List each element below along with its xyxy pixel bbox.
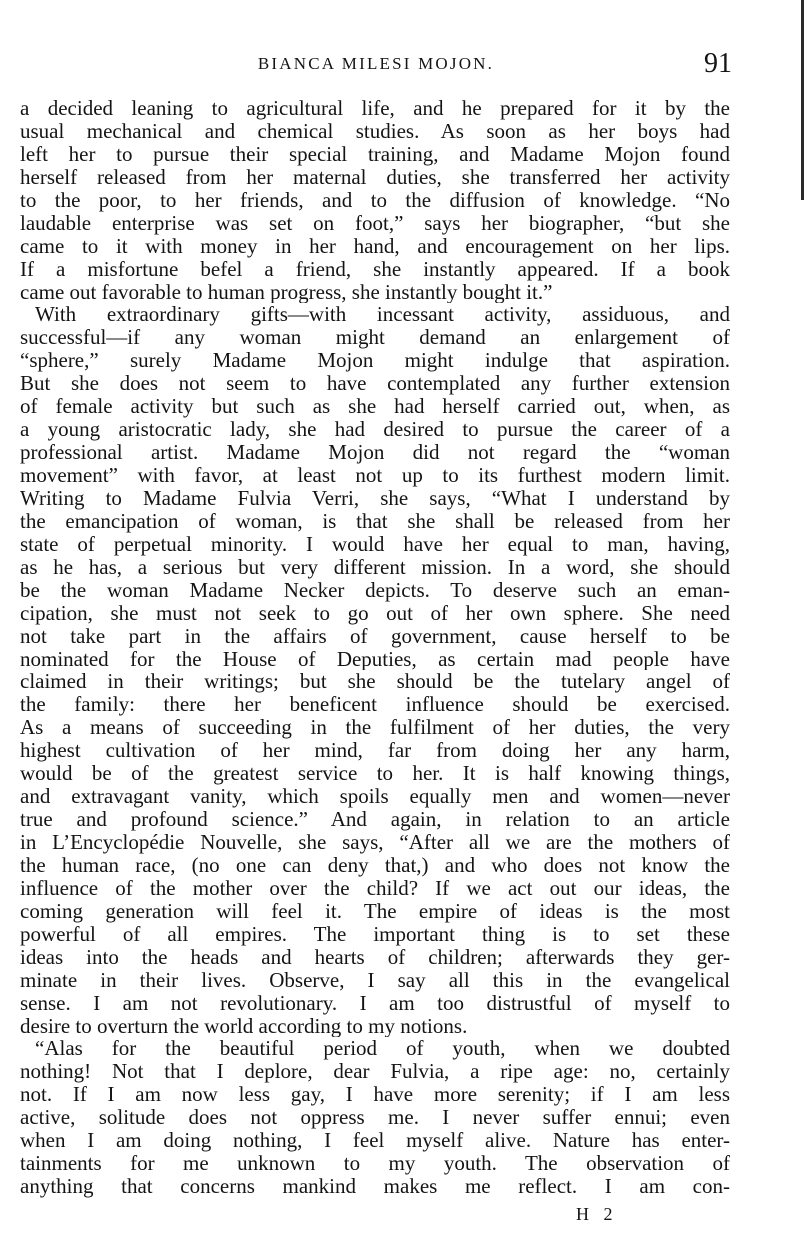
text-line: true and profound science.” And again, in relation to an article: [20, 808, 730, 831]
text-line: not. If I am now less gay, I have more serenity; if I am less: [20, 1083, 730, 1107]
text-line: usual mechanical and chemical studies. As soon as her boys had: [20, 119, 730, 143]
text-line: when I am doing nothing, I feel myself alive. Nature has enter-: [20, 1129, 730, 1153]
text-line: be the woman Madame Necker depicts. To deserve such an eman-: [20, 578, 730, 602]
text-line: minate in their lives. Observe, I say all this in the evangelical: [20, 968, 730, 992]
text-line: Writing to Madame Fulvia Verri, she says, “What I understand by: [20, 486, 730, 510]
text-line: influence of the mother over the child? If we act out our ideas, the: [20, 876, 730, 900]
text-line: the human race, (no one can deny that,) and who does not know the: [20, 853, 730, 877]
text-line: laudable enterprise was set on foot,” says her biographer, “but she: [20, 211, 730, 235]
text-line: As a means of succeeding in the fulfilment of her duties, the very: [20, 716, 730, 740]
text-line: left her to pursue their special training, and Madame Mojon found: [20, 142, 730, 166]
text-line: successful—if any woman might demand an enlargement of: [20, 326, 730, 350]
text-line: to the poor, to her friends, and to the diffusion of knowledge. “No: [20, 188, 730, 212]
text-line: claimed in their writings; but she should be the tutelary angel of: [20, 670, 730, 694]
signature-mark: H 2: [576, 1204, 618, 1224]
text-line: desire to overturn the world according to my notions.: [20, 1014, 468, 1038]
running-head: BIANCA MILESI MOJON.: [257, 54, 495, 73]
text-line: the emancipation of woman, is that she shall be released from her: [20, 509, 730, 533]
text-line: a young aristocratic lady, she had desired to pursue the career of a: [20, 418, 730, 442]
text-line: not take part in the affairs of government, cause herself to be: [20, 624, 730, 648]
text-line: as he has, a serious but very different mission. In a word, she should: [20, 555, 730, 579]
text-line: nominated for the House of Deputies, as certain mad people have: [20, 647, 730, 671]
text-line: coming generation will feel it. The empire of ideas is the most: [20, 899, 730, 923]
text-line: anything that concerns mankind makes me reflect. I am con-: [20, 1175, 730, 1198]
text-line: would be of the greatest service to her. It is half knowing things,: [20, 762, 730, 786]
text-line: and extravagant vanity, which spoils equally men and women—never: [20, 785, 730, 809]
text-line: a decided leaning to agricultural life, and he prepared for it by the: [20, 97, 730, 120]
text-line: active, solitude does not oppress me. I never suffer ennui; even: [20, 1106, 730, 1130]
text-line: cipation, she must not seek to go out of her own sphere. She need: [20, 601, 730, 625]
text-line: nothing! Not that I deplore, dear Fulvia, a ripe age: no, certainly: [20, 1060, 730, 1084]
text-line: herself released from her maternal duties, she transferred her activity: [20, 165, 730, 189]
text-line: If a misfortune befel a friend, she instantly appeared. If a book: [20, 257, 730, 281]
page-header: [20, 48, 732, 84]
text-line: sense. I am not revolutionary. I am too distrustful of myself to: [20, 991, 730, 1015]
page-number: 91: [704, 48, 732, 79]
text-line: With extraordinary gifts—with incessant activity, assiduous, and: [35, 303, 730, 327]
text-line: came out favorable to human progress, she instantly bought it.”: [20, 280, 553, 304]
text-line: the family: there her beneficent influence should be exercised.: [20, 693, 730, 717]
text-line: in L’Encyclopédie Nouvelle, she says, “After all we are the mothers of: [20, 831, 730, 854]
text-line: highest cultivation of her mind, far from doing her any harm,: [20, 739, 730, 763]
text-line: came to it with money in her hand, and encouragement on her lips.: [20, 234, 730, 258]
body-text: [20, 97, 730, 1198]
page-edge-line: [801, 0, 804, 200]
text-line: of female activity but such as she had herself carried out, when, as: [20, 395, 730, 419]
text-line: “sphere,” surely Madame Mojon might indulge that aspiration.: [20, 349, 730, 373]
text-line: ideas into the heads and hearts of children; afterwards they ger-: [20, 945, 730, 969]
text-line: But she does not seem to have contemplated any further extension: [20, 372, 730, 396]
text-line: state of perpetual minority. I would have her equal to man, having,: [20, 532, 730, 556]
text-line: movement” with favor, at least not up to its furthest modern limit.: [20, 464, 730, 487]
text-line: “Alas for the beautiful period of youth, when we doubted: [35, 1037, 730, 1061]
text-line: powerful of all empires. The important thing is to set these: [20, 922, 730, 946]
text-line: tainments for me unknown to my youth. The observation of: [20, 1152, 730, 1176]
text-line: professional artist. Madame Mojon did not regard the “woman: [20, 441, 730, 464]
